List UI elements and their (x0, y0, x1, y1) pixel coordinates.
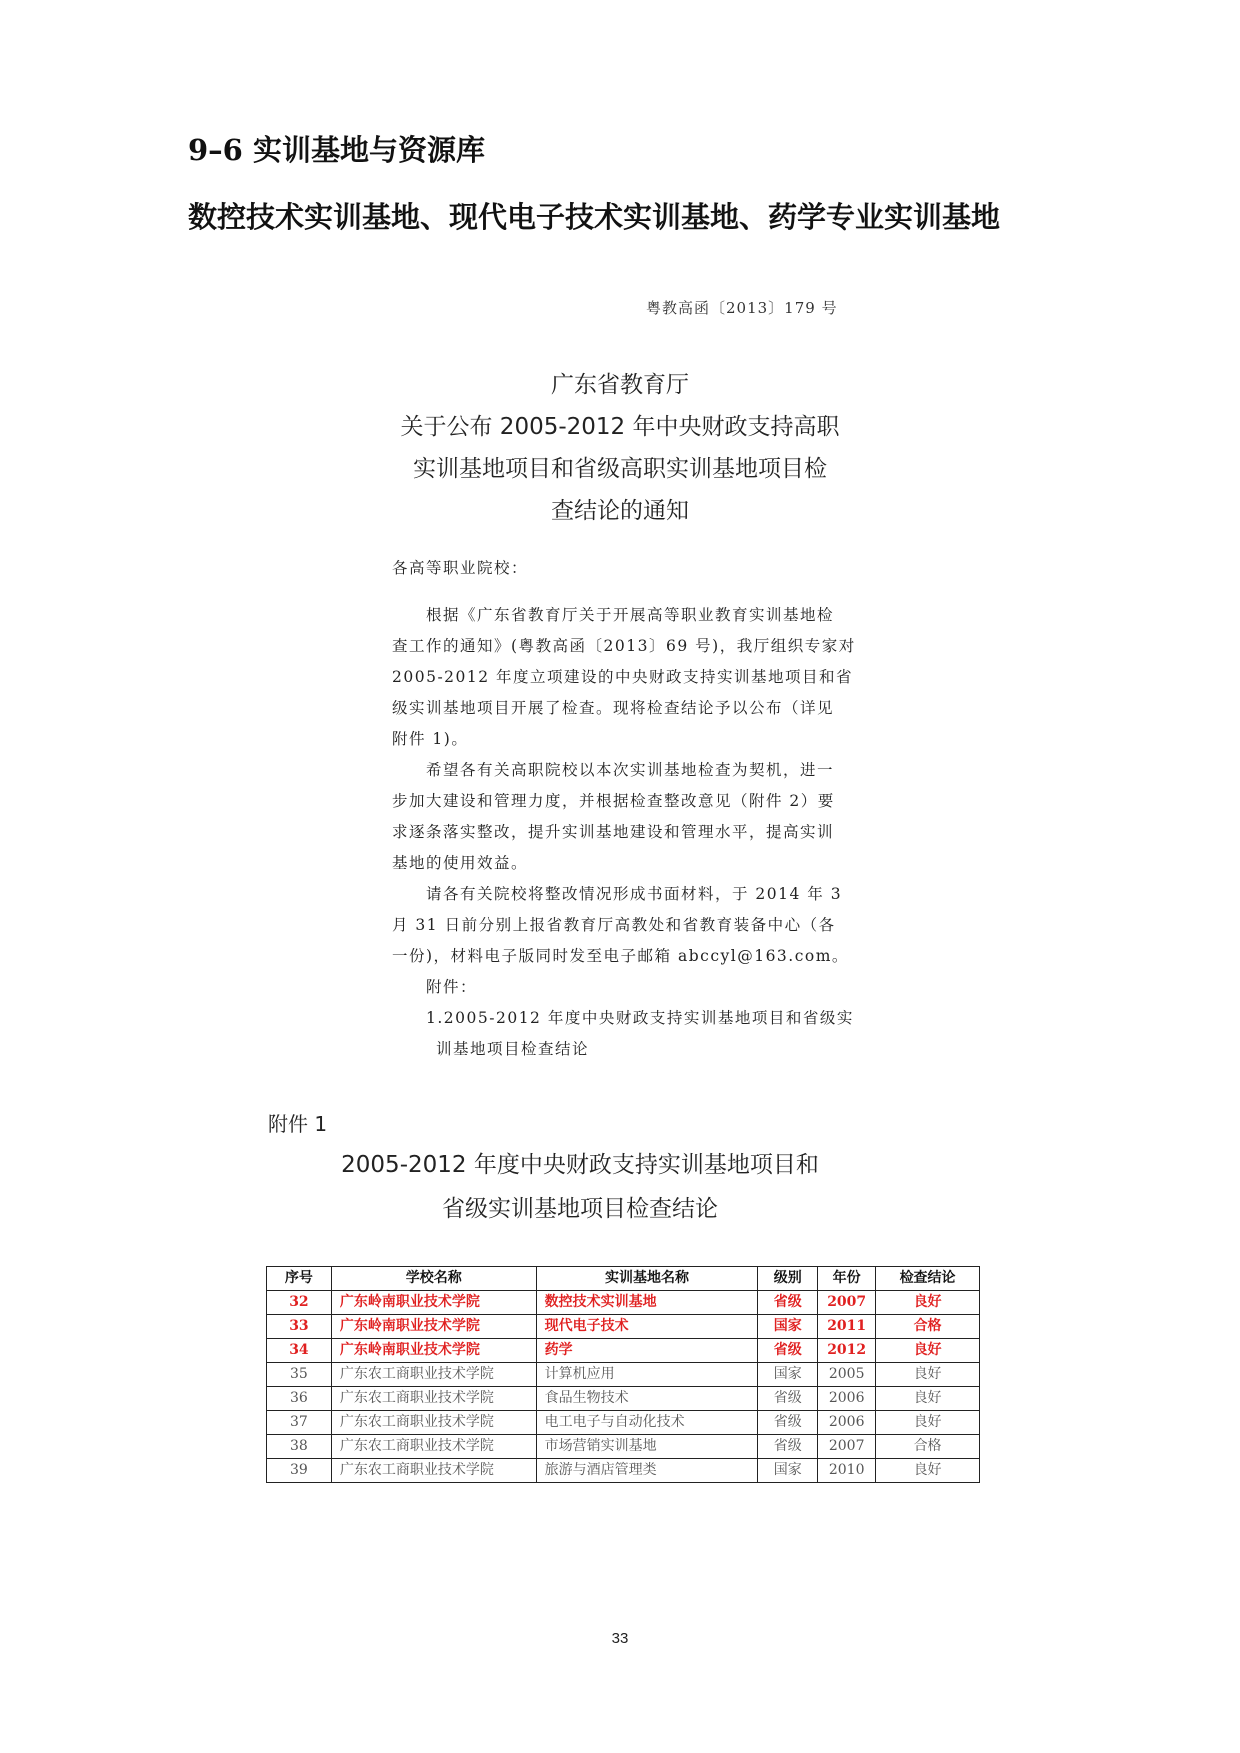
cell-school: 广东农工商职业技术学院 (331, 1387, 536, 1411)
table-row (267, 1435, 980, 1459)
cell-school: 广东农工商职业技术学院 (331, 1435, 536, 1459)
attachment-label: 附件 1 (268, 1112, 328, 1136)
paragraph-line: 根据《广东省教育厅关于开展高等职业教育实训基地检 (426, 606, 835, 624)
table-row (267, 1315, 980, 1339)
cell-base: 电工电子与自动化技术 (536, 1411, 758, 1435)
paragraph-line: 一份)，材料电子版同时发至电子邮箱 abccyl@163.com。 (392, 947, 849, 965)
cell-base: 药学 (536, 1339, 758, 1363)
paragraph-line: 级实训基地项目开展了检查。现将检查结论予以公布（详见 (392, 699, 835, 717)
cell-year: 2007 (818, 1435, 876, 1459)
paragraph-line: 附件 1)。 (392, 730, 469, 748)
paragraph-line: 查工作的通知》(粤教高函〔2013〕69 号)，我厅组织专家对 (392, 637, 856, 655)
cell-level: 省级 (758, 1387, 818, 1411)
attachments-label: 附件： (426, 978, 478, 996)
paragraph-line: 步加大建设和管理力度，并根据检查整改意见（附件 2）要 (392, 792, 835, 810)
paragraph-line: 求逐条落实整改，提升实训基地建设和管理水平，提高实训 (392, 823, 835, 841)
cell-index: 36 (267, 1387, 332, 1411)
cell-year: 2006 (818, 1411, 876, 1435)
notice-paragraph-3 (392, 879, 852, 972)
header-cell: 实训基地名称 (536, 1267, 758, 1291)
header-cell: 序号 (267, 1267, 332, 1291)
cell-result: 良好 (876, 1411, 980, 1435)
cell-index: 33 (267, 1315, 332, 1339)
table-row (267, 1387, 980, 1411)
paragraph-line: 基地的使用效益。 (392, 854, 529, 872)
cell-school: 广东农工商职业技术学院 (331, 1363, 536, 1387)
cell-level: 国家 (758, 1459, 818, 1483)
notice-paragraph-1 (392, 600, 856, 755)
cell-level: 省级 (758, 1291, 818, 1315)
cell-result: 良好 (876, 1387, 980, 1411)
cell-index: 38 (267, 1435, 332, 1459)
cell-result: 良好 (876, 1291, 980, 1315)
cell-level: 国家 (758, 1363, 818, 1387)
notice-title-line: 广东省教育厅 (551, 372, 689, 398)
paragraph-line: 2005-2012 年度立项建设的中央财政支持实训基地项目和省 (392, 668, 854, 686)
cell-result: 良好 (876, 1459, 980, 1483)
cell-base: 现代电子技术 (536, 1315, 758, 1339)
cell-index: 37 (267, 1411, 332, 1435)
attachments-block (392, 972, 852, 1065)
cell-base: 食品生物技术 (536, 1387, 758, 1411)
paragraph-line: 希望各有关高职院校以本次实训基地检查为契机，进一 (426, 761, 835, 779)
cell-year: 2011 (818, 1315, 876, 1339)
cell-result: 合格 (876, 1435, 980, 1459)
header-cell: 级别 (758, 1267, 818, 1291)
salutation: 各高等职业院校： (392, 559, 529, 577)
cell-result: 良好 (876, 1363, 980, 1387)
cell-base: 旅游与酒店管理类 (536, 1459, 758, 1483)
attachment-item-line: 1.2005-2012 年度中央财政支持实训基地项目和省级实 (426, 1009, 854, 1027)
table-row (267, 1339, 980, 1363)
notice-title-line: 查结论的通知 (551, 498, 689, 524)
cell-result: 合格 (876, 1315, 980, 1339)
table-row (267, 1363, 980, 1387)
section-subtitle: 数控技术实训基地、现代电子技术实训基地、药学专业实训基地 (188, 200, 1001, 234)
cell-index: 34 (267, 1339, 332, 1363)
cell-level: 省级 (758, 1435, 818, 1459)
cell-index: 35 (267, 1363, 332, 1387)
cell-year: 2007 (818, 1291, 876, 1315)
results-table (266, 1266, 980, 1483)
paragraph-line: 请各有关院校将整改情况形成书面材料，于 2014 年 3 (426, 885, 843, 903)
cell-year: 2006 (818, 1387, 876, 1411)
cell-year: 2012 (818, 1339, 876, 1363)
table-row (267, 1459, 980, 1483)
cell-index: 39 (267, 1459, 332, 1483)
cell-base: 计算机应用 (536, 1363, 758, 1387)
cell-year: 2010 (818, 1459, 876, 1483)
attachment-title-line: 省级实训基地项目检查结论 (442, 1196, 718, 1222)
cell-level: 省级 (758, 1339, 818, 1363)
notice-title-line: 关于公布 2005-2012 年中央财政支持高职 (400, 414, 840, 440)
cell-level: 省级 (758, 1411, 818, 1435)
section-heading: 9–6 实训基地与资源库 (188, 133, 485, 167)
table-header-row (267, 1267, 980, 1291)
cell-school: 广东农工商职业技术学院 (331, 1411, 536, 1435)
header-cell: 年份 (818, 1267, 876, 1291)
cell-school: 广东岭南职业技术学院 (331, 1339, 536, 1363)
cell-index: 32 (267, 1291, 332, 1315)
notice-paragraph-2 (392, 755, 852, 879)
cell-result: 良好 (876, 1339, 980, 1363)
cell-school: 广东农工商职业技术学院 (331, 1459, 536, 1483)
table-row (267, 1291, 980, 1315)
page-number: 33 (611, 1630, 629, 1647)
cell-school: 广东岭南职业技术学院 (331, 1315, 536, 1339)
notice-title-line: 实训基地项目和省级高职实训基地项目检 (413, 456, 827, 482)
cell-year: 2005 (818, 1363, 876, 1387)
table-row (267, 1411, 980, 1435)
cell-base: 市场营销实训基地 (536, 1435, 758, 1459)
attachment-item-line: 训基地项目检查结论 (436, 1040, 590, 1058)
header-cell: 检查结论 (876, 1267, 980, 1291)
paragraph-line: 月 31 日前分别上报省教育厅高教处和省教育装备中心（各 (392, 916, 836, 934)
cell-level: 国家 (758, 1315, 818, 1339)
cell-base: 数控技术实训基地 (536, 1291, 758, 1315)
cell-school: 广东岭南职业技术学院 (331, 1291, 536, 1315)
header-cell: 学校名称 (331, 1267, 536, 1291)
document-number: 粤教高函〔2013〕179 号 (646, 299, 838, 317)
attachment-title-line: 2005-2012 年度中央财政支持实训基地项目和 (341, 1152, 819, 1178)
